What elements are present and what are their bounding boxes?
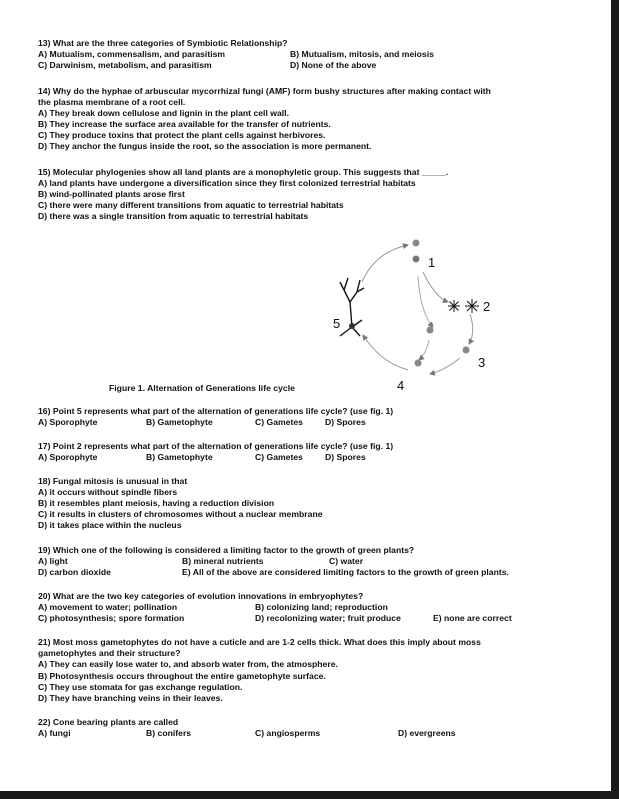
arrow-inner-2 xyxy=(419,340,429,360)
q21-stem-line2: gametophytes and their structure? xyxy=(38,648,181,658)
stage-inner-dot xyxy=(427,327,434,334)
q19-option-d: D) carbon dioxide xyxy=(38,567,111,577)
q16-option-d: D) Spores xyxy=(325,417,366,427)
q13-option-c: C) Darwinism, metabolism, and parasitism xyxy=(38,60,212,70)
q15-option-a: A) land plants have undergone a diversification since they first colonized terrestrial habitats xyxy=(38,178,416,188)
q13-stem: 13) What are the three categories of Symbiotic Relationship? xyxy=(38,38,288,48)
label-3: 3 xyxy=(478,355,486,370)
q15-option-b: B) wind-pollinated plants arose first xyxy=(38,189,185,199)
q19-stem: 19) Which one of the following is considered a limiting factor to the growth of green plants? xyxy=(38,545,415,555)
stage-5-dot xyxy=(349,323,355,329)
q19-option-e: E) All of the above are considered limiting factors to the growth of green plants. xyxy=(182,567,509,577)
q21-option-a: A) They can easily lose water to, and absorb water from, the atmosphere. xyxy=(38,659,338,669)
q17-option-d: D) Spores xyxy=(325,452,366,462)
q18-option-c: C) it results in clusters of chromosomes without a nuclear membrane xyxy=(38,509,323,519)
q17-stem: 17) Point 2 represents what part of the alternation of generations life cycle? (use fig. 1) xyxy=(38,441,394,451)
q22-option-b: B) conifers xyxy=(146,728,192,738)
stage-2-star-icon xyxy=(448,299,479,313)
q15-option-d: D) there was a single transition from aquatic to terrestrial habitats xyxy=(38,211,309,221)
q14-option-a: A) They break down cellulose and lignin in the plant cell wall. xyxy=(38,108,289,118)
arrow-4-to-5 xyxy=(363,335,408,370)
stage-3-dot xyxy=(463,347,470,354)
q19-option-a: A) light xyxy=(38,556,68,566)
page-border-right xyxy=(611,0,619,799)
q14-option-d: D) They anchor the fungus inside the root, so the association is more permanent. xyxy=(38,141,372,151)
q22-option-c: C) angiosperms xyxy=(255,728,321,738)
q19-option-c: C) water xyxy=(329,556,364,566)
label-1: 1 xyxy=(428,255,436,270)
q17-option-a: A) Sporophyte xyxy=(38,452,98,462)
q20-option-b: B) colonizing land; reproduction xyxy=(255,602,388,612)
q20-option-a: A) movement to water; pollination xyxy=(38,602,178,612)
q20-stem: 20) What are the two key categories of evolution innovations in embryophytes? xyxy=(38,591,364,601)
stage-1-dot-top xyxy=(413,240,420,247)
q14-option-b: B) They increase the surface area available for the transfer of nutrients. xyxy=(38,119,331,129)
q21-option-d: D) They have branching veins in their leaves. xyxy=(38,693,223,703)
q14-stem-line1: 14) Why do the hyphae of arbuscular mycorrhizal fungi (AMF) form bushy structures after making contact with xyxy=(38,86,491,96)
label-5: 5 xyxy=(333,316,341,331)
arrow-1-to-2 xyxy=(423,272,448,302)
q15-option-c: C) there were many different transitions from aquatic to terrestrial habitats xyxy=(38,200,344,210)
q21-option-c: C) They use stomata for gas exchange regulation. xyxy=(38,682,243,692)
q22-option-a: A) fungi xyxy=(38,728,71,738)
q14-option-c: C) They produce toxins that protect the plant cells against herbivores. xyxy=(38,130,326,140)
q18-option-d: D) it takes place within the nucleus xyxy=(38,520,182,530)
q17-option-c: C) Gametes xyxy=(255,452,303,462)
q19-option-b: B) mineral nutrients xyxy=(182,556,264,566)
q20-option-d: D) recolonizing water; fruit produce xyxy=(255,613,401,623)
q21-option-b: B) Photosynthesis occurs throughout the entire gametophyte surface. xyxy=(38,671,326,681)
q18-option-a: A) it occurs without spindle fibers xyxy=(38,487,178,497)
q18-stem: 18) Fungal mitosis is unusual in that xyxy=(38,476,188,486)
arrow-inner-1 xyxy=(418,276,433,327)
q16-stem: 16) Point 5 represents what part of the alternation of generations life cycle? (use fig. 1) xyxy=(38,406,394,416)
q21-stem-line1: 21) Most moss gametophytes do not have a cuticle and are 1-2 cells thick. What does this imply about moss xyxy=(38,637,481,647)
q17-option-b: B) Gametophyte xyxy=(146,452,213,462)
arrow-3-to-4 xyxy=(430,358,460,374)
q13-option-d: D) None of the above xyxy=(290,60,377,70)
page-border-bottom xyxy=(0,791,619,799)
q20-option-e: E) none are correct xyxy=(433,613,512,623)
label-2: 2 xyxy=(483,299,491,314)
figure-caption: Figure 1. Alternation of Generations life cycle xyxy=(109,383,295,393)
alternation-of-generations-diagram xyxy=(300,232,520,392)
q16-option-b: B) Gametophyte xyxy=(146,417,213,427)
arrow-2-to-3 xyxy=(469,314,473,344)
stage-4-dot xyxy=(415,360,422,367)
arrow-5-to-1 xyxy=(362,245,408,282)
q14-stem-line2: the plasma membrane of a root cell. xyxy=(38,97,186,107)
q13-option-a: A) Mutualism, commensalism, and parasitism xyxy=(38,49,226,59)
q15-stem: 15) Molecular phylogenies show all land plants are a monophyletic group. This suggests that _____. xyxy=(38,167,449,177)
q16-option-a: A) Sporophyte xyxy=(38,417,98,427)
q22-option-d: D) evergreens xyxy=(398,728,456,738)
q13-option-b: B) Mutualism, mitosis, and meiosis xyxy=(290,49,434,59)
label-4: 4 xyxy=(397,378,405,392)
q20-option-c: C) photosynthesis; spore formation xyxy=(38,613,185,623)
q16-option-c: C) Gametes xyxy=(255,417,303,427)
q22-stem: 22) Cone bearing plants are called xyxy=(38,717,179,727)
q18-option-b: B) it resembles plant meiosis, having a reduction division xyxy=(38,498,275,508)
stage-1-dot xyxy=(413,256,420,263)
